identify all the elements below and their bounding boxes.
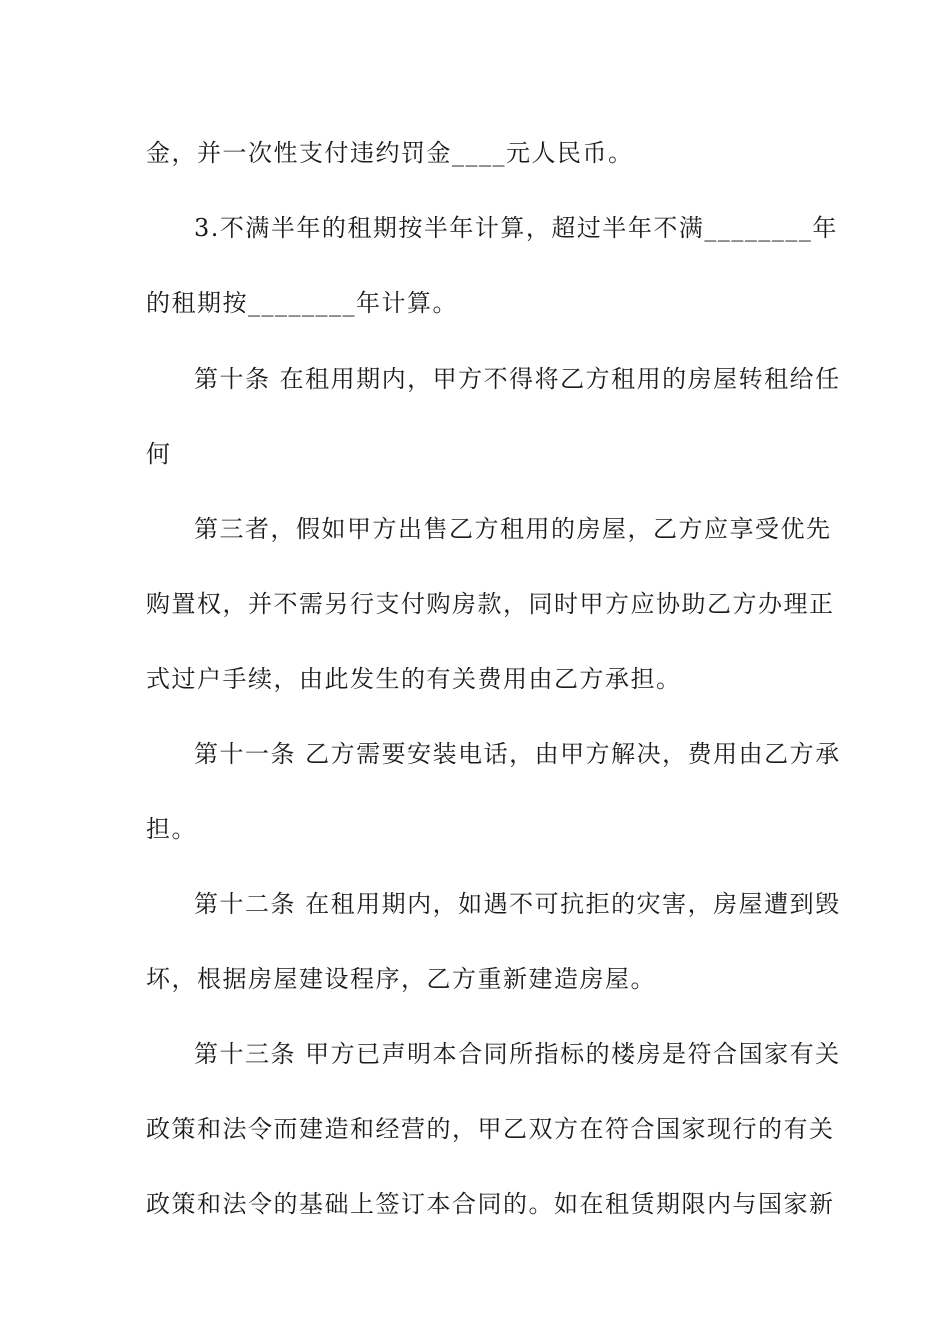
text-line: 何 — [146, 440, 172, 468]
text-line: 政策和法令的基础上签订本合同的。如在租赁期限内与国家新 — [146, 1190, 835, 1218]
text-line: 式过户手续，由此发生的有关费用由乙方承担。 — [146, 665, 682, 693]
text-line: 的租期按________年计算。 — [146, 289, 458, 317]
text-line: 坏，根据房屋建设程序，乙方重新建造房屋。 — [146, 965, 656, 993]
text-line: 3.不满半年的租期按半年计算，超过半年不满________年 — [194, 214, 838, 242]
text-line: 第三者，假如甲方出售乙方租用的房屋，乙方应享受优先 — [194, 515, 832, 543]
text-line: 金，并一次性支付违约罚金____元人民币。 — [146, 139, 634, 167]
text-line: 政策和法令而建造和经营的，甲乙双方在符合国家现行的有关 — [146, 1115, 835, 1143]
text-line: 购置权，并不需另行支付购房款，同时甲方应协助乙方办理正 — [146, 590, 835, 618]
text-line: 第十二条 在租用期内，如遇不可抗拒的灾害，房屋遭到毁 — [194, 890, 841, 918]
text-line: 担。 — [146, 815, 197, 843]
text-line: 第十一条 乙方需要安装电话，由甲方解决，费用由乙方承 — [194, 740, 841, 768]
text-line: 第十三条 甲方已声明本合同所指标的楼房是符合国家有关 — [194, 1040, 841, 1068]
text-line: 第十条 在租用期内，甲方不得将乙方租用的房屋转租给任 — [194, 365, 841, 393]
